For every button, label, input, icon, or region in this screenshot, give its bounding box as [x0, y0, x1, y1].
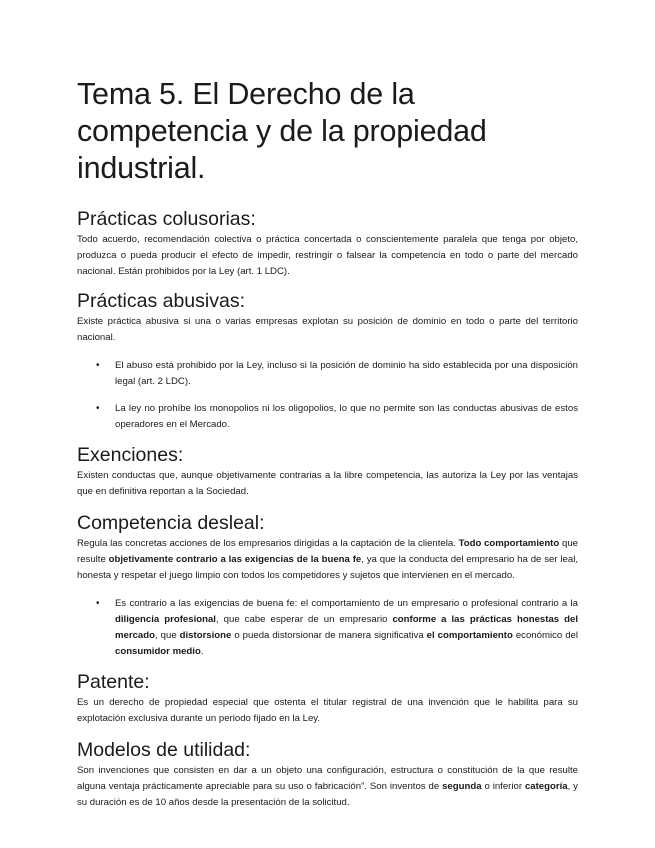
heading-exenciones: Exenciones:: [77, 444, 184, 466]
text-run: que resulte: [77, 538, 578, 565]
text-run: .: [200, 646, 204, 657]
paragraph-modelos-de-utilidad: [77, 763, 578, 811]
list-competencia-desleal: [77, 596, 578, 660]
heading-practicas-abusivas: Prácticas abusivas:: [77, 290, 245, 312]
bold-run: diligencia profesional: [115, 614, 216, 625]
text-run: o inferior: [481, 781, 525, 792]
bold-run: distorsione: [179, 630, 232, 641]
bold-run: Todo comportamiento: [458, 538, 560, 549]
page-title: Tema 5. El Derecho de la competencia y de la propiedad industrial.: [77, 77, 487, 185]
text-run: , que: [155, 630, 180, 641]
bold-run: objetivamente contrario a las exigencias de la buena fe: [108, 554, 362, 565]
list-item: [77, 358, 578, 390]
heading-practicas-colusorias: Prácticas colusorias:: [77, 208, 256, 230]
bullet-icon: •: [96, 598, 100, 609]
bold-run: categoría: [524, 781, 568, 792]
text-run: , ya que la conducta del empresario ha de ser leal, honesta y respetar el juego limpio con todos los competidores y sujetos que intervienen en el mercado.: [77, 554, 578, 581]
list-item: [77, 596, 578, 660]
paragraph-patente: Es un derecho de propiedad especial que ostenta el titular registral de una invención que le habilita para su explotación exclusiva durante un periodo fijado en la Ley.: [77, 697, 578, 724]
bold-run: consumidor medio: [115, 646, 201, 657]
bold-run: conforme a las prácticas honestas del mercado: [115, 614, 579, 641]
text-run: económico del: [512, 630, 578, 641]
heading-patente: Patente:: [77, 671, 150, 693]
text-run: , y su duración es de 10 años desde la presentación de la solicitud.: [77, 781, 578, 808]
text-run: , que cabe esperar de un empresario: [215, 614, 393, 625]
text-run: Es contrario a las exigencias de buena fe: el comportamiento de un empresario o profesional contrario a la: [115, 598, 578, 609]
heading-modelos-de-utilidad: Modelos de utilidad:: [77, 739, 251, 761]
list-item: [77, 401, 578, 433]
list-item-text: El abuso está prohibido por la Ley, incluso si la posición de dominio ha sido establecida por una disposición legal (art. 2 LDC).: [115, 360, 578, 387]
text-run: Regula las concretas acciones de los empresarios dirigidas a la captación de la clientela.: [77, 538, 459, 549]
list-item-text: [115, 598, 578, 657]
bold-run: segunda: [442, 781, 482, 792]
list-practicas-abusivas: [77, 358, 578, 433]
heading-competencia-desleal: Competencia desleal:: [77, 512, 265, 534]
bullet-icon: •: [96, 403, 100, 414]
text-run: o pueda distorsionar de manera significativa: [231, 630, 427, 641]
paragraph-competencia-desleal: [77, 536, 578, 584]
text-run: Son invenciones que consisten en dar a un objeto una configuración, estructura o constitución de la que resulte alguna ventaja prácticamente apreciable para su uso o fabricación”. Son inventos de: [77, 765, 578, 792]
bullet-icon: •: [96, 360, 100, 371]
paragraph-practicas-colusorias: Todo acuerdo, recomendación colectiva o práctica concertada o conscientemente paralela que tenga por objeto, produzca o pueda producir el efecto de impedir, restringir o falsear la competencia en todo o parte del mercado nacional. Están prohibidos por la Ley (art. 1 LDC).: [77, 234, 578, 277]
bold-run: el comportamiento: [426, 630, 513, 641]
list-item-text: La ley no prohíbe los monopolios ni los oligopolios, lo que no permite son las conductas abusivas de estos operadores en el Mercado.: [115, 403, 578, 430]
document-page: [77, 76, 578, 823]
paragraph-practicas-abusivas: Existe práctica abusiva si una o varias empresas explotan su posición de dominio en todo o parte del territorio nacional.: [77, 316, 578, 343]
paragraph-exenciones: Existen conductas que, aunque objetivamente contrarias a la libre competencia, las autoriza la Ley por las ventajas que en definitiva reportan a la Sociedad.: [77, 470, 578, 497]
